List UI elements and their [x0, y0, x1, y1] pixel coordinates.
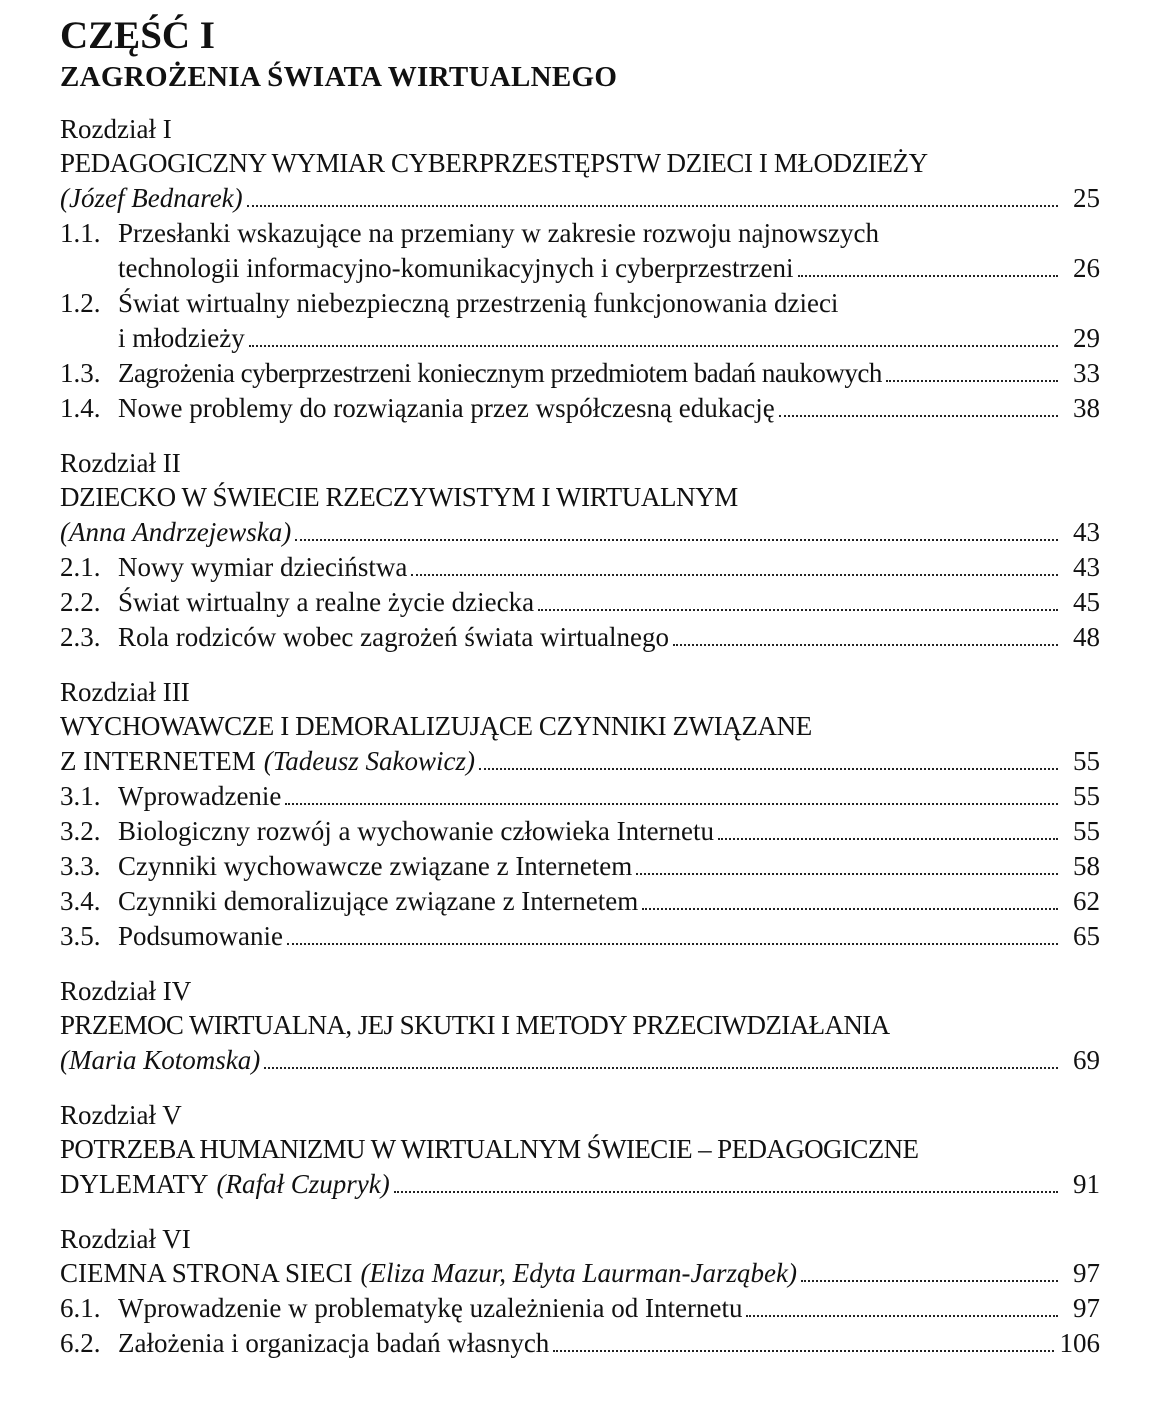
chapter-author-line — [60, 181, 1100, 216]
chapter-label: Rozdział II — [60, 448, 181, 478]
section-2-3 — [60, 620, 1100, 655]
chapter-author: (Maria Kotomska) — [60, 1045, 261, 1075]
leader-dots — [247, 205, 1058, 207]
page-number: 29 — [1073, 323, 1100, 353]
chapter-label: Rozdział VI — [60, 1224, 191, 1254]
page-number: 58 — [1073, 851, 1100, 881]
leader-dots — [249, 345, 1058, 347]
leader-dots — [886, 380, 1058, 382]
chapter-title: PRZEMOC WIRTUALNA, JEJ SKUTKI I METODY PRZECIWDZIAŁANIA — [60, 1010, 890, 1040]
leader-dots — [718, 838, 1058, 840]
section-title: Biologiczny rozwój a wychowanie człowieka Internetu — [118, 816, 715, 846]
chapter-label: Rozdział V — [60, 1100, 182, 1130]
leader-dots — [673, 644, 1058, 646]
page-number: 55 — [1073, 746, 1100, 776]
section-3-3 — [60, 849, 1100, 884]
page-number: 33 — [1073, 358, 1100, 388]
leader-dots — [411, 574, 1058, 576]
chapter-author-line — [60, 1043, 1100, 1078]
page-number: 45 — [1073, 587, 1100, 617]
leader-dots — [285, 803, 1058, 805]
section-3-5 — [60, 919, 1100, 954]
page-number: 26 — [1073, 253, 1100, 283]
section-number: 3.2. — [60, 816, 101, 846]
section-number: 2.2. — [60, 587, 101, 617]
section-number: 1.4. — [60, 393, 101, 423]
section-number: 1.1. — [60, 218, 101, 248]
section-number: 1.3. — [60, 358, 101, 388]
part-subtitle: ZAGROŻENIA ŚWIATA WIRTUALNEGO — [60, 61, 618, 93]
section-title-cont: technologii informacyjno-komunikacyjnych i cyberprzestrzeni — [118, 253, 794, 283]
chapter-author-line — [60, 515, 1100, 550]
chapter-author: (Rafał Czupryk) — [216, 1169, 390, 1199]
leader-dots — [479, 768, 1058, 770]
chapter-3 — [60, 675, 1100, 954]
chapter-title: DZIECKO W ŚWIECIE RZECZYWISTYM I WIRTUALNYM — [60, 482, 738, 512]
chapter-1 — [60, 112, 1100, 426]
section-3-4 — [60, 884, 1100, 919]
leader-dots — [287, 943, 1058, 945]
chapter-title: CIEMNA STRONA SIECI — [60, 1258, 353, 1288]
page-number: 55 — [1073, 781, 1100, 811]
section-title: Zagrożenia cyberprzestrzeni koniecznym przedmiotem badań naukowych — [118, 358, 882, 388]
chapter-title-cont: Z INTERNETEM — [60, 746, 256, 776]
leader-dots — [801, 1280, 1058, 1282]
chapter-label: Rozdział III — [60, 677, 190, 707]
section-title: Nowy wymiar dzieciństwa — [118, 552, 408, 582]
chapter-title-cont: DYLEMATY — [60, 1169, 209, 1199]
chapter-label: Rozdział IV — [60, 976, 192, 1006]
page-number: 43 — [1073, 552, 1100, 582]
part-title: CZĘŚĆ I — [60, 14, 215, 57]
section-number: 6.2. — [60, 1328, 101, 1358]
chapter-label: Rozdział I — [60, 114, 172, 144]
page-number: 25 — [1073, 183, 1100, 213]
section-number: 3.1. — [60, 781, 101, 811]
section-3-2 — [60, 814, 1100, 849]
section-2-1 — [60, 550, 1100, 585]
section-number: 2.3. — [60, 622, 101, 652]
section-2-2 — [60, 585, 1100, 620]
leader-dots — [264, 1067, 1058, 1069]
chapter-author: (Józef Bednarek) — [60, 183, 243, 213]
section-title: Przesłanki wskazujące na przemiany w zakresie rozwoju najnowszych — [118, 218, 879, 248]
section-title: Czynniki wychowawcze związane z Internetem — [118, 851, 633, 881]
leader-dots — [394, 1191, 1058, 1193]
leader-dots — [553, 1350, 1053, 1352]
chapter-5 — [60, 1098, 1100, 1202]
leader-dots — [642, 908, 1058, 910]
section-title: Założenia i organizacja badań własnych — [118, 1328, 550, 1358]
leader-dots — [746, 1315, 1058, 1317]
page-number: 43 — [1073, 517, 1100, 547]
page-number: 91 — [1073, 1169, 1100, 1199]
chapter-author: (Tadeusz Sakowicz) — [263, 746, 475, 776]
leader-dots — [295, 539, 1058, 541]
chapter-author: (Eliza Mazur, Edyta Laurman-Jarząbek) — [360, 1258, 797, 1288]
section-6-2 — [60, 1326, 1100, 1361]
leader-dots — [798, 275, 1058, 277]
section-6-1 — [60, 1291, 1100, 1326]
leader-dots — [636, 873, 1058, 875]
chapter-6 — [60, 1222, 1100, 1361]
section-title-cont: i młodzieży — [118, 323, 245, 353]
section-1-1-line1 — [60, 216, 1100, 251]
section-1-4 — [60, 391, 1100, 426]
chapter-2 — [60, 446, 1100, 655]
section-title: Nowe problemy do rozwiązania przez współczesną edukację — [118, 393, 775, 423]
page-number: 97 — [1073, 1293, 1100, 1323]
page-number: 106 — [1059, 1328, 1100, 1358]
chapter-title: PEDAGOGICZNY WYMIAR CYBERPRZESTĘPSTW DZIECI I MŁODZIEŻY — [60, 148, 928, 178]
section-number: 6.1. — [60, 1293, 101, 1323]
chapter-title-author-line — [60, 1256, 1100, 1291]
section-title: Czynniki demoralizujące związane z Internetem — [118, 886, 639, 916]
page-number: 97 — [1073, 1258, 1100, 1288]
leader-dots — [538, 609, 1058, 611]
page-number: 65 — [1073, 921, 1100, 951]
page-number: 62 — [1073, 886, 1100, 916]
section-1-1-line2 — [60, 251, 1100, 286]
section-title: Rola rodziców wobec zagrożeń świata wirtualnego — [118, 622, 670, 652]
chapter-title-author-line — [60, 744, 1100, 779]
page-number: 55 — [1073, 816, 1100, 846]
chapter-title: POTRZEBA HUMANIZMU W WIRTUALNYM ŚWIECIE – PEDAGOGICZNE — [60, 1134, 919, 1164]
section-1-3 — [60, 356, 1100, 391]
chapter-4 — [60, 974, 1100, 1078]
section-number: 3.5. — [60, 921, 101, 951]
page-number: 48 — [1073, 622, 1100, 652]
section-1-2-line2 — [60, 321, 1100, 356]
section-number: 3.3. — [60, 851, 101, 881]
page-number: 69 — [1073, 1045, 1100, 1075]
section-title: Podsumowanie — [118, 921, 283, 951]
section-number: 3.4. — [60, 886, 101, 916]
section-number: 1.2. — [60, 288, 101, 318]
section-3-1 — [60, 779, 1100, 814]
section-title: Świat wirtualny a realne życie dziecka — [118, 587, 535, 617]
chapter-title-author-line — [60, 1167, 1100, 1202]
page-number: 38 — [1073, 393, 1100, 423]
section-title: Wprowadzenie w problematykę uzależnienia od Internetu — [118, 1293, 743, 1323]
section-1-2-line1 — [60, 286, 1100, 321]
leader-dots — [779, 415, 1058, 417]
chapter-title: WYCHOWAWCZE I DEMORALIZUJĄCE CZYNNIKI ZWIĄZANE — [60, 711, 812, 741]
section-title: Wprowadzenie — [118, 781, 282, 811]
section-number: 2.1. — [60, 552, 101, 582]
section-title: Świat wirtualny niebezpieczną przestrzenią funkcjonowania dzieci — [118, 288, 839, 318]
chapter-author: (Anna Andrzejewska) — [60, 517, 292, 547]
